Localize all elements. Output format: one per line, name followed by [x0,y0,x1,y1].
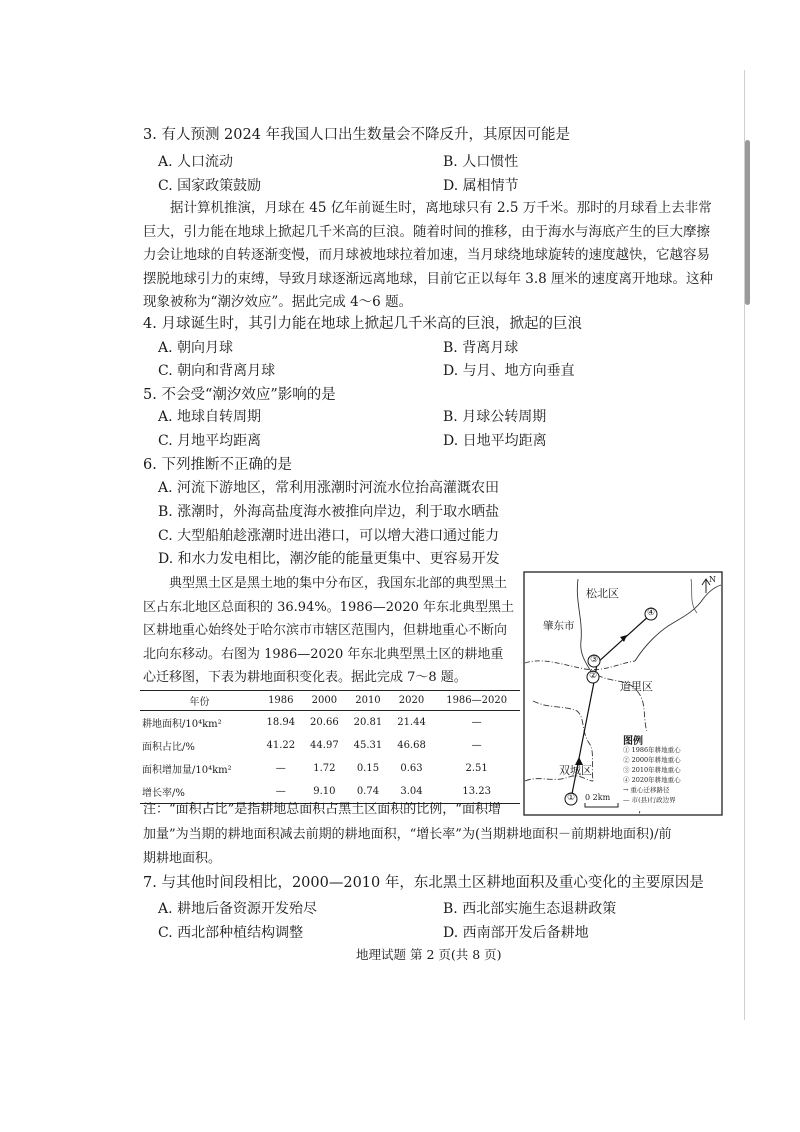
table-cell: 21.44 [397,717,426,728]
page-footer: 地理试题 第 2 页(共 8 页) [356,947,502,962]
table-cell: 面积增加量/10⁴km² [142,765,232,776]
table-header-cell: 2020 [390,691,434,711]
note-line: 加量”为当期的耕地面积减去前期的耕地面积，“增长率”为(当期耕地面积－前期耕地面积)/前 [143,827,672,842]
legend-item: ② 2000年耕地重心 [623,756,681,764]
question-stem: 6. 下列推断不正确的是 [143,457,292,473]
question-stem: 5. 不会受“潮汐效应”影响的是 [143,387,336,403]
option-a: A. 地球自转周期 [158,409,262,425]
legend-item: ① 1986年耕地重心 [623,746,681,754]
option-d: D. 日地平均距离 [443,433,547,449]
north-arrow-label: N [709,575,716,584]
scale-bar-label: 0 2km [585,793,611,802]
table-cell: 0.63 [400,763,423,774]
table-row [140,711,520,735]
centroid-marker-1986: ① [567,793,576,803]
table-cell: 45.31 [353,740,383,751]
legend-item: — 市(县)行政边界 [623,796,676,804]
label-zhaodong: 肇东市 [543,620,575,632]
table-cell: 耕地面积/10⁴km² [142,719,222,730]
option-d: D. 与月、地方向垂直 [443,363,575,379]
table-header-cell: 2010 [346,691,390,711]
table-cell: 3.04 [390,780,434,804]
table-cell: 9.10 [303,780,347,804]
option-b: B. 背离月球 [443,340,519,356]
centroid-marker-2010: ③ [590,655,599,665]
option-d: D. 和水力发电相比，潮汐能的能量更集中、更容易开发 [158,551,500,567]
table-cell: 46.68 [397,740,426,751]
option-b: B. 月球公转周期 [443,409,547,425]
table-cell: 面积占比/% [142,742,195,753]
cropland-area-table [140,690,520,804]
option-c: C. 大型船舶趁涨潮时进出港口，可以增大港口通过能力 [158,528,500,544]
option-b: B. 人口惯性 [443,154,519,170]
option-b: B. 西北部实施生态退耕政策 [443,901,617,917]
table-cell: 13.23 [433,780,520,804]
table-cell: — [259,780,303,804]
scrollbar-thumb[interactable] [745,140,750,305]
option-c: C. 朝向和背离月球 [158,363,276,379]
table-cell: 0.15 [356,763,380,774]
option-c: C. 月地平均距离 [158,433,262,449]
question-stem: 7. 与其他时间段相比，2000—2010 年，东北黑土区耕地面积及重心变化的主要原因是 [143,875,704,891]
option-d: D. 西南部开发后备耕地 [443,925,589,941]
legend-item: ④ 2020年耕地重心 [623,776,681,784]
question-stem: 4. 月球诞生时，其引力能在地球上掀起几千米高的巨浪，掀起的巨浪 [143,316,582,332]
table-header-cell: 年份 [140,691,259,711]
table-header-cell: 1986—2020 [433,691,520,711]
option-a: A. 人口流动 [158,154,234,170]
note-line: 注：“面积占比”是指耕地总面积占黑土区面积的比例，“面积增 [143,802,501,817]
note-line: 期耕地面积。 [143,851,222,866]
option-a: A. 河流下游地区，常利用涨潮时河流水位抬高灌溉农田 [158,480,500,496]
table-row [140,757,520,780]
table-header-row [140,691,520,711]
table-header-cell: 2000 [303,691,347,711]
table-cell: 2.51 [465,763,488,774]
table-cell: — [471,740,482,751]
table-cell: 20.66 [310,717,339,728]
passage-tides: 据计算机推演，月球在 45 亿年前诞生时，离地球只有 2.5 万千米。那时的月球看上去非常巨大，引力能在地球上掀起几千米高的巨浪。随着时间的推移，由于海水与海底产生的巨大摩擦力会让地球的自转逐渐变慢，而月球被地球拉着加速，当月球绕地球旋转的速度越快，它越容易摆脱地球引力的束缚，导致月球逐渐远离地球，目前它正以每年 3.8 厘米的速度离开地球。这种现象被称为“潮汐效应”。据此完成 4～6 题。 [143,200,714,310]
legend-item: ③ 2010年耕地重心 [623,766,681,774]
centroid-marker-2000: ② [589,671,598,681]
table-cell: 增长率/% [140,780,259,804]
table-row [140,734,520,757]
table-cell: 18.94 [266,717,296,728]
table-cell: 44.97 [310,740,339,751]
label-daoli: 道里区 [620,680,653,693]
passage-black-soil: 典型黑土区是黑土地的集中分布区，我国东北部的典型黑土区占东北地区总面积的 36.94%。1986—2020 年东北典型黑土区耕地重心始终处于哈尔滨市市辖区范围内，但耕地重心不断向北向东移动。右图为 1986—2020 年东北典型黑土区的耕地重心迁移图，下表为耕地面积变化表。据此完成 7～8 题。 [143,576,515,685]
centroid-marker-2020: ④ [647,608,656,618]
legend-title: 图例 [623,736,643,747]
option-d: D. 属相情节 [443,178,519,194]
table-cell: 20.81 [353,717,383,728]
question-stem: 3. 有人预测 2024 年我国人口出生数量会不降反升，其原因可能是 [143,127,571,143]
table-cell: — [471,717,482,728]
option-c: C. 西北部种植结构调整 [158,925,304,941]
table-cell: — [275,763,286,774]
label-shuangcheng: 双城区 [559,764,592,777]
option-a: A. 耕地后备资源开发殆尽 [158,901,318,917]
option-b: B. 涨潮时，外海高盐度海水被推向岸边，利于取水晒盐 [158,504,500,520]
table-cell: 41.22 [266,740,296,751]
label-songbei: 松北区 [586,587,619,600]
legend-item: → 重心迁移路径 [623,786,670,794]
centroid-migration-map [523,571,723,816]
option-c: C. 国家政策鼓励 [158,178,262,194]
table-cell: 1.72 [313,763,336,774]
table-cell: 0.74 [346,780,390,804]
table-header-cell: 1986 [259,691,303,711]
option-a: A. 朝向月球 [158,340,234,356]
